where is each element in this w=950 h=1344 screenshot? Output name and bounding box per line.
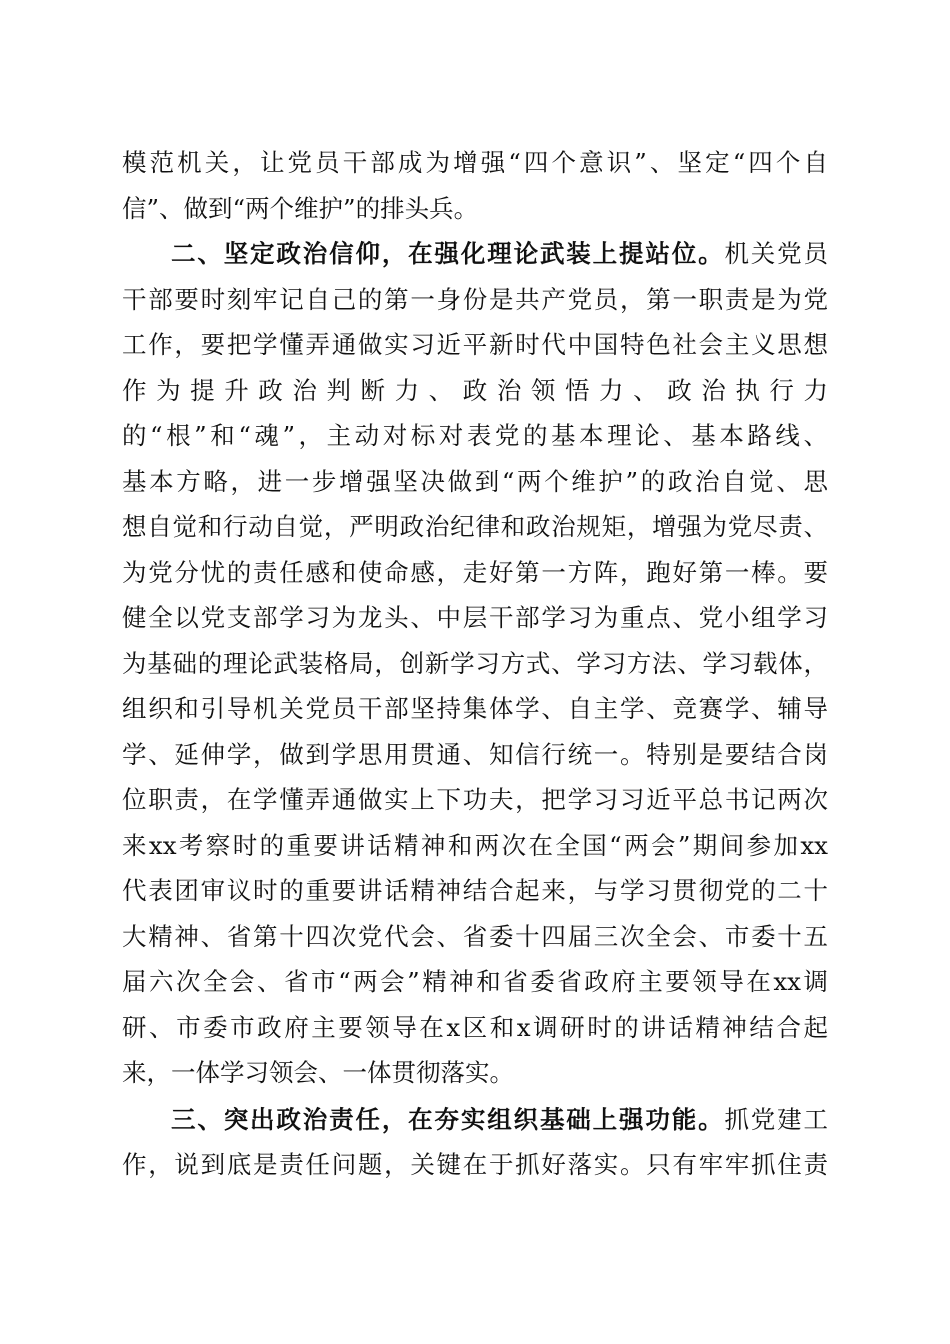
paragraph-line: 位职责，在学懂弄通做实上下功夫，把学习习近平总书记两次 [122,785,828,814]
paragraph-line: 作，说到底是责任问题，关键在于抓好落实。只有牢牢抓住责 [122,1150,828,1179]
section-heading-line [122,234,828,274]
section-heading-two: 二、坚定政治信仰，在强化理论武装上提站位。 [171,239,725,268]
heading-line-rest: 抓党建工 [724,1105,828,1134]
paragraph-line: 想自觉和行动自觉，严明政治纪律和政治规矩，增强为党尽责、 [122,512,828,541]
paragraph-line: 为党分忧的责任感和使命感，走好第一方阵，跑好第一棒。要 [122,558,828,587]
heading-line-rest: 机关党员 [724,239,828,268]
paragraph-line: 学、延伸学，做到学思用贯通、知信行统一。特别是要结合岗 [122,740,828,769]
paragraph-line: 研、市委市政府主要领导在x区和x调研时的讲话精神结合起 [122,1013,828,1042]
paragraph-line: 干部要时刻牢记自己的第一身份是共产党员，第一职责是为党 [122,285,828,314]
paragraph-line: 作为提升政治判断力、政治领悟力、政治执行力 [122,376,828,405]
paragraph-line: 为基础的理论武装格局，创新学习方式、学习方法、学习载体， [122,649,828,678]
paragraph-line: 代表团审议时的重要讲话精神结合起来，与学习贯彻党的二十 [122,876,828,905]
paragraph-line: 健全以党支部学习为龙头、中层干部学习为重点、党小组学习 [122,603,828,632]
paragraph-line: 模范机关，让党员干部成为增强“四个意识”、坚定“四个自 [122,148,828,177]
paragraph-line: 来xx考察时的重要讲话精神和两次在全国“两会”期间参加xx [122,831,828,860]
paragraph-line: 来，一体学习领会、一体贯彻落实。 [122,1058,514,1087]
paragraph-line: 的“根”和“魂”，主动对标对表党的基本理论、基本路线、 [122,421,828,450]
paragraph-line: 届六次全会、省市“两会”精神和省委省政府主要领导在xx调 [122,967,828,996]
paragraph-line: 信”、做到“两个维护”的排头兵。 [122,194,479,223]
section-heading-line [122,1100,828,1140]
section-heading-three: 三、突出政治责任，在夯实组织基础上强功能。 [171,1105,725,1134]
paragraph-line: 工作，要把学懂弄通做实习近平新时代中国特色社会主义思想 [122,330,828,359]
paragraph-line: 基本方略，进一步增强坚决做到“两个维护”的政治自觉、思 [122,467,828,496]
paragraph-line: 组织和引导机关党员干部坚持集体学、自主学、竞赛学、辅导 [122,694,828,723]
paragraph-line: 大精神、省第十四次党代会、省委十四届三次全会、市委十五 [122,922,828,951]
